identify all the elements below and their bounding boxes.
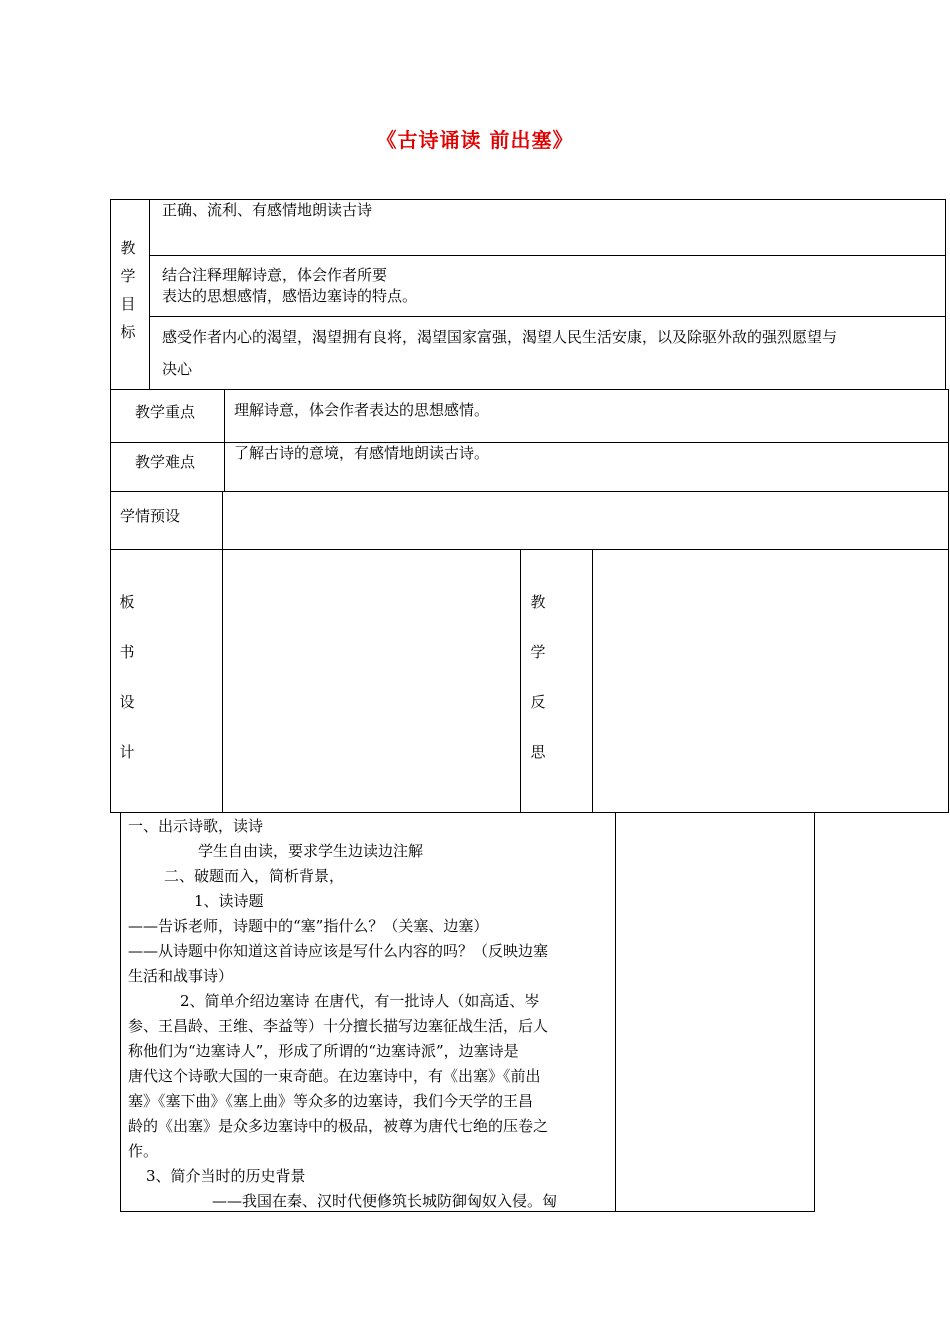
lesson-line: ——从诗题中你知道这首诗应该是写什么内容的吗？（反映边塞 <box>128 942 549 960</box>
lesson-line: ——我国在秦、汉时代便修筑长城防御匈奴入侵。匈 <box>212 1192 558 1210</box>
difficulty-label: 教学难点 <box>135 453 196 471</box>
key-point-text: 理解诗意，体会作者表达的思想感情。 <box>234 401 490 419</box>
objective-2-line-1: 结合注释理解诗意，体会作者所要 <box>162 266 388 284</box>
lesson-line: 唐代这个诗歌大国的一束奇葩。在边塞诗中，有《出塞》《前出 <box>128 1067 541 1085</box>
lesson-line: 3、简介当时的历史背景 <box>146 1167 306 1185</box>
difficulty-text: 了解古诗的意境，有感情地朗读古诗。 <box>234 444 490 462</box>
lesson-line: 作。 <box>128 1142 159 1160</box>
lesson-line: 参、王昌龄、王维、李益等）十分擅长描写边塞征战生活，后人 <box>128 1017 549 1035</box>
lesson-line: 二、破题而入，简析背景， <box>164 867 345 885</box>
objective-3-line-2: 决心 <box>162 360 193 378</box>
lesson-line: 学生自由读，要求学生边读边注解 <box>198 842 424 860</box>
reflection-label: 教 学 反 思 <box>530 593 546 761</box>
lesson-line: 1、读诗题 <box>194 892 264 910</box>
objective-1: 正确、流利、有感情地朗读古诗 <box>162 201 373 219</box>
lesson-line: 一、出示诗歌，读诗 <box>128 817 264 835</box>
lesson-line: 塞》《塞下曲》《塞上曲》等众多的边塞诗，我们今天学的王昌 <box>128 1092 534 1110</box>
lesson-line: 称他们为“边塞诗人”，形成了所谓的“边塞诗派”，边塞诗是 <box>128 1042 519 1060</box>
key-point-label: 教学重点 <box>135 403 196 421</box>
lesson-line: 龄的《出塞》是众多边塞诗中的极品，被尊为唐代七绝的压卷之 <box>128 1117 549 1135</box>
lesson-line: ——告诉老师，诗题中的“塞”指什么？（关塞、边塞） <box>128 917 489 935</box>
lesson-content <box>128 814 557 1214</box>
objective-3-line-1: 感受作者内心的渴望，渴望拥有良将，渴望国家富强，渴望人民生活安康，以及除驱外敌的强烈愿望与 <box>162 328 838 346</box>
objective-2-line-2: 表达的思想感情，感悟边塞诗的特点。 <box>162 287 418 305</box>
page-title: 《古诗诵读 前出塞》 <box>376 128 574 152</box>
board-design-label: 板 书 设 计 <box>119 593 135 761</box>
objectives-label: 教 学 目 标 <box>120 239 136 341</box>
lesson-line: 2、简单介绍边塞诗 在唐代，有一批诗人（如高适、岑 <box>180 992 540 1010</box>
lesson-line: 生活和战事诗） <box>128 967 234 985</box>
student-preset-label: 学情预设 <box>120 507 181 525</box>
